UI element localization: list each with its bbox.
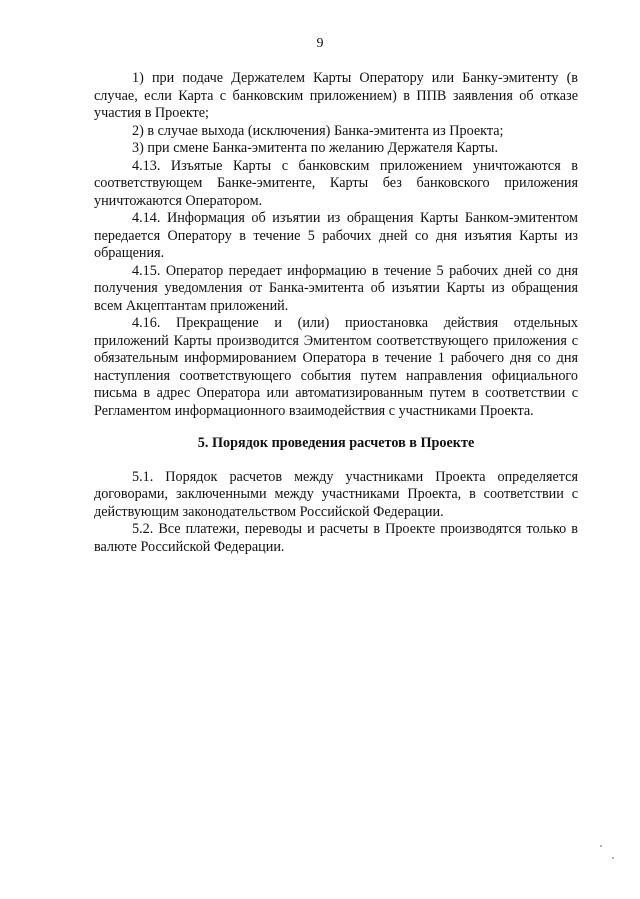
clause-4-14: 4.14. Информация об изъятии из обращения Карты Банком-эмитентом передается Оператору в течение 5 рабочих дней со дня изъятия Карты из обращения.	[94, 210, 578, 261]
scan-speck	[600, 845, 602, 847]
page-number: 9	[316, 36, 324, 51]
clause-4-13: 4.13. Изъятые Карты с банковским приложением уничтожаются в соответствующем Банке-эмитенте, Карты без банковского приложения уничтожаются Оператором.	[94, 157, 578, 209]
section-heading: 5. Порядок проведения расчетов в Проекте	[197, 435, 475, 451]
document-body	[94, 70, 578, 556]
clause-5-1: 5.1. Порядок расчетов между участниками Проекта определяется договорами, заключенными между участниками Проекта, в соответствии с действующим законодательством Российской Федерации.	[94, 468, 578, 520]
clause-5-2: 5.2. Все платежи, переводы и расчеты в Проекте производятся только в валюте Российской Федерации.	[94, 521, 578, 555]
list-item-3: 3) при смене Банка-эмитента по желанию Держателя Карты.	[132, 140, 499, 156]
clause-4-15: 4.15. Оператор передает информацию в течение 5 рабочих дней со дня получения уведомления от Банка-эмитента об изъятии Карты из обращения всем Акцептантам приложений.	[94, 262, 578, 314]
list-item-2: 2) в случае выхода (исключения) Банка-эмитента из Проекта;	[132, 122, 504, 139]
list-item-1: 1) при подаче Держателем Карты Оператору или Банку-эмитенту (в случае, если Карта с банковским приложением) в ППВ заявления об отказе участия в Проекте;	[94, 70, 578, 121]
clause-4-16: 4.16. Прекращение и (или) приостановка действия отдельных приложений Карты производится Эмитентом соответствующего приложения с обязательным информированием Оператора в течение 1 рабочего дня со дня наступления соответствующего события путем направления официального письма в адрес Оператора или автоматизированным путем в соответствии с Регламентом информационного взаимодействия с участниками Проекта.	[94, 315, 578, 419]
scan-speck	[612, 857, 614, 859]
